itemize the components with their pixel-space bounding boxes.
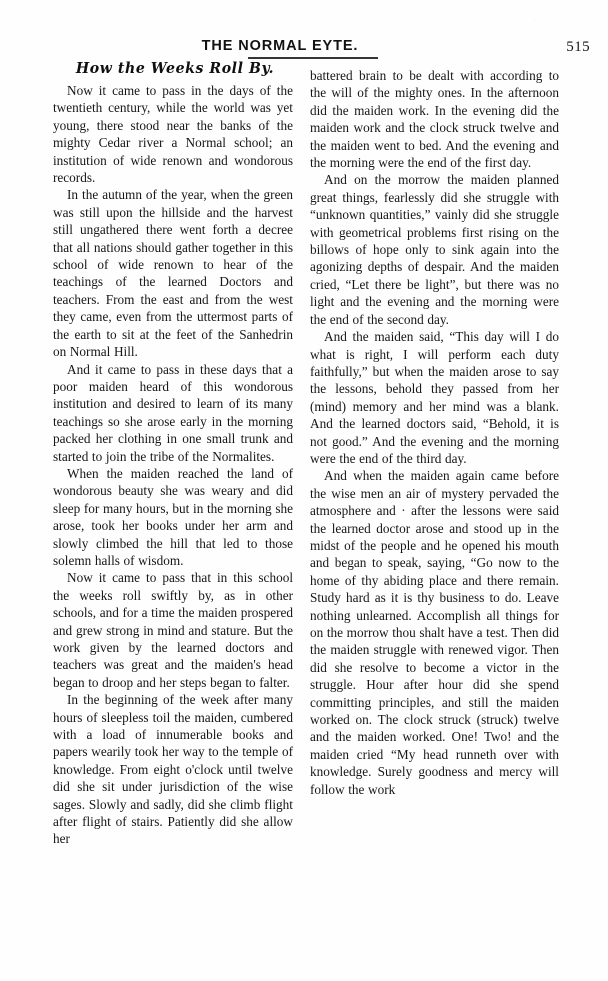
paragraph: Now it came to pass that in this school the weeks roll swiftly by, as in other schools, and for a time the maiden prospered and grew strong in mind and stature. But the work given by the learned doctors and teachers was great and the maiden's head began to droop and her steps began to falter. <box>53 570 293 690</box>
paragraph: Now it came to pass in the days of the twentieth century, while the world was yet young, there stood near the banks of the mighty Cedar river a Normal school; an institution of wide renown and wondorous records. <box>53 83 293 186</box>
paragraph: In the autumn of the year, when the green was still upon the hillside and the harvest still ungathered there went forth a decree that all nations should gather together in this school of wide renown to hear of the teachings of the learned Doctors and teachers. From the east and from the west they came, even from the uttermost parts of the earth to sit at the feet of the Sanhedrin on Normal Hill. <box>53 187 293 360</box>
paragraph: battered brain to be dealt with according to the will of the mighty ones. In the afternoon did the maiden work. In the evening did the maiden work and the clock struck twelve and the maiden went to bed. And the evening and the morning were the end of the first day. <box>310 68 559 171</box>
paragraph: And on the morrow the maiden planned great things, fearlessly did she struggle with “unknown quantities,” vainly did she struggle with geometrical problems first rising on the billows of hope only to sink again into the agonizing depths of despair. And the maiden cried, “Let there be light”, but there was no light and the evening and the morning were the end of the second day. <box>310 172 559 327</box>
paragraph: And the maiden said, “This day will I do what is right, I will perform each duty faithfully,” but when the maiden arose to say the lessons, behold they passed from her (mind) memory and her mind was a blank. And the learned doctors said, “Behold, it is not good.” And the evening and the morning were the end of the third day. <box>310 329 559 466</box>
paragraph: When the maiden reached the land of wondorous beauty she was weary and did sleep for many hours, but in the morning she arose, took her books under her arm and slowly climbed the hill that led to those solemn halls of wisdom. <box>53 465 293 568</box>
paragraph: And when the maiden again came before the wise men an air of mystery pervaded the atmosphere and · after the lessons were said the learned doctor arose and stood up in the midst of the people and he opened his mouth and began to speak, saying, “Go now to the home of thy abiding place and there remain. Study hard as it is thy business to do. Leave nothing unlearned. Accomplish all things for on the morrow thou shalt have a test. Then did the maiden struggle with renewed vigor. Then did she resolve to become a victor in the struggle. Hour after hour did she spend committing principles, and still the maiden worked on. The clock struck (struck) twelve and the maiden worked. One! Two! and the maiden cried “My head runneth over with knowledge. Surely goodness and mercy will follow the work <box>310 468 560 797</box>
paragraph: In the beginning of the week after many hours of sleepless toil the maiden, cumbered with a load of innumerable books and papers wearily took her way to the temple of knowledge. From eight o'clock until twelve did she sit under jurisdiction of the wise sages. Slowly and sadly, did she climb flight after flight of stairs. Patiently did she allow her <box>53 692 293 847</box>
text-column-left <box>53 82 293 848</box>
paragraph: And it came to pass in these days that a poor maiden heard of this wondorous institution and desired to learn of its many teachings so she arose early in the morning packed her clothing in one small trunk and started to join the tribe of the Normalites. <box>53 361 293 464</box>
running-head <box>0 38 608 60</box>
page-number: 515 <box>566 39 590 55</box>
running-head-rule <box>248 57 378 59</box>
text-column-right <box>310 67 559 798</box>
running-head-title: THE NORMAL EYTE. <box>201 38 359 54</box>
article-title: How the Weeks Roll By. <box>75 60 275 77</box>
